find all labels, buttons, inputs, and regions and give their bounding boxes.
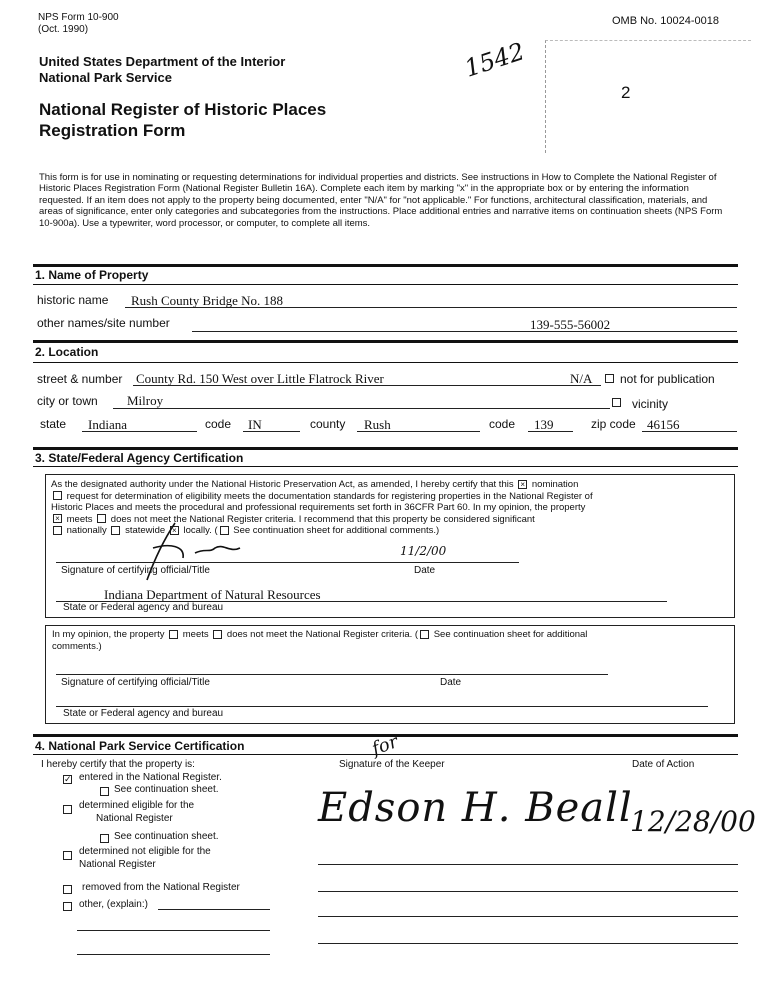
section-rule — [33, 340, 738, 343]
locally-checkbox[interactable]: × — [170, 526, 179, 535]
section-2-heading: 2. Location — [35, 345, 99, 359]
city-label: city or town — [37, 394, 98, 408]
agency-line — [56, 706, 708, 707]
historic-name-label: historic name — [37, 293, 109, 307]
opt-entered: entered in the National Register. — [79, 772, 222, 783]
street-label: street & number — [37, 372, 123, 386]
form-title: National Register of Historic Places — [39, 100, 327, 119]
keeper-line — [318, 916, 738, 917]
opt-see-cont-2: See continuation sheet. — [114, 831, 219, 842]
omb-number: OMB No. 10024-0018 — [612, 15, 720, 27]
opinion-continuation-checkbox[interactable] — [420, 630, 429, 639]
county-field[interactable]: Rush — [364, 417, 391, 432]
certify-intro: I hereby certify that the property is: — [41, 759, 195, 770]
does-not-meet-checkbox[interactable] — [97, 514, 106, 523]
agency-name: National Park Service — [39, 70, 172, 85]
section-rule — [33, 284, 738, 285]
signature-label-2: Signature of certifying official/Title — [61, 677, 210, 688]
keeper-line — [318, 943, 738, 944]
opt-eligible-2: National Register — [96, 813, 173, 824]
historic-name-field[interactable]: Rush County Bridge No. 188 — [131, 293, 284, 308]
cert-statewide: statewide — [125, 525, 166, 536]
department-name: United States Department of the Interior — [39, 54, 286, 69]
field-line — [192, 331, 737, 332]
agency-label-2: State or Federal agency and bureau — [63, 708, 224, 719]
opinion-cont: See continuation sheet for additional — [433, 629, 588, 640]
cert-line-1: As the designated authority under the National Historic Preservation Act, as amended, I hereby certify that this — [51, 479, 514, 490]
signature-label: Signature of certifying official/Title — [61, 565, 210, 576]
date-label: Date — [414, 565, 436, 576]
meets-checkbox[interactable]: × — [53, 514, 62, 523]
opinion-statement — [52, 629, 727, 652]
cert-line-2: request for determination of eligibility meets the documentation standards for registering properties in the National Register of — [66, 490, 593, 502]
cert-line-3: Historic Places and meets the procedural and professional requirements set forth in 36CFR Part 60. In my opinion, the property — [51, 502, 586, 513]
not-for-publication-label: not for publication — [620, 372, 715, 386]
for-note: for — [369, 731, 401, 760]
stamp-number: 2 — [621, 83, 631, 102]
other-names-label: other names/site number — [37, 316, 170, 330]
state-code-field[interactable]: IN — [248, 417, 262, 432]
cert-nationally: nationally — [66, 525, 107, 536]
street-field[interactable]: County Rd. 150 West over Little Flatrock River — [136, 371, 384, 386]
section-rule — [33, 447, 738, 450]
not-for-publication-checkbox[interactable] — [605, 374, 614, 383]
certification-date[interactable]: 11/2/00 — [400, 544, 447, 558]
opinion-not-meets-checkbox[interactable] — [213, 630, 222, 639]
zip-field[interactable]: 46156 — [647, 417, 680, 432]
opt-eligible-1: determined eligible for the — [79, 800, 195, 811]
nationally-checkbox[interactable] — [53, 526, 62, 535]
opinion-line-1: In my opinion, the property — [52, 629, 165, 640]
signature-line — [56, 674, 608, 675]
section-rule — [33, 264, 738, 267]
not-eligible-checkbox[interactable] — [63, 851, 72, 860]
action-label: Date of Action — [632, 759, 695, 770]
entered-checkbox[interactable]: ✓ — [64, 774, 72, 784]
section-rule — [33, 362, 738, 363]
field-line — [113, 408, 610, 409]
agency-label: State or Federal agency and bureau — [63, 602, 224, 613]
section-4-heading: 4. National Park Service Certification — [35, 739, 245, 753]
form-number: NPS Form 10-900 — [38, 12, 119, 23]
keeper-line — [318, 891, 738, 892]
action-date[interactable]: 12/28/00 — [630, 805, 756, 838]
state-code-label: code — [205, 417, 232, 431]
nomination-checkbox[interactable]: × — [518, 480, 527, 489]
opt-other: other, (explain:) — [79, 899, 148, 910]
certifying-official-signature — [135, 518, 245, 588]
continuation-checkbox-2[interactable] — [100, 834, 109, 843]
statewide-checkbox[interactable] — [111, 526, 120, 535]
zip-label: zip code — [591, 417, 636, 431]
section-rule — [33, 466, 738, 467]
vicinity-checkbox[interactable] — [612, 398, 621, 407]
section-3-heading: 3. State/Federal Agency Certification — [35, 451, 244, 465]
receipt-stamp — [545, 40, 751, 153]
explain-line — [77, 954, 270, 955]
cert-nomination: nomination — [531, 479, 579, 490]
form-date: (Oct. 1990) — [38, 24, 89, 35]
explain-line — [158, 909, 270, 910]
handwritten-reference: 1542 — [461, 37, 528, 83]
continuation-checkbox-1[interactable] — [100, 787, 109, 796]
opinion-meets: meets — [182, 629, 209, 640]
signature-line — [56, 562, 519, 563]
keeper-line — [318, 864, 738, 865]
opinion-not-meets: does not meet the National Register criteria. ( — [226, 629, 419, 640]
na-value: N/A — [570, 371, 593, 386]
eligible-checkbox[interactable] — [63, 805, 72, 814]
vicinity-label: vicinity — [632, 397, 669, 411]
county-label: county — [310, 417, 346, 431]
section-1-heading: 1. Name of Property — [35, 268, 149, 282]
county-code-label: code — [489, 417, 516, 431]
removed-checkbox[interactable] — [63, 885, 72, 894]
city-field[interactable]: Milroy — [127, 393, 164, 408]
opt-not-eligible-2: National Register — [79, 859, 156, 870]
other-names-field[interactable]: 139-555-56002 — [530, 317, 611, 332]
cert-locally: locally. ( — [183, 525, 218, 536]
opt-see-cont-1: See continuation sheet. — [114, 784, 219, 795]
cert-meets: meets — [66, 513, 93, 525]
request-checkbox[interactable] — [53, 491, 62, 500]
keeper-signature: Edson H. Beall — [318, 785, 633, 831]
keeper-label: Signature of the Keeper — [339, 759, 445, 770]
opinion-meets-checkbox[interactable] — [169, 630, 178, 639]
date-label-2: Date — [440, 677, 462, 688]
county-code-field[interactable]: 139 — [534, 417, 554, 432]
cert-not-meets: does not meet the National Register criteria. I recommend that this property be considered significant — [110, 513, 535, 525]
state-field[interactable]: Indiana — [88, 417, 127, 432]
state-agency-field[interactable]: Indiana Department of Natural Resources — [104, 587, 321, 602]
form-instructions: This form is for use in nominating or requesting determinations for individual properties and districts. See instructions in How to Complete the National Register of Historic Places Registration Form (National Register Bulletin 16A). Complete each item by marking "x" in the appropriate box or by entering the information requested. If an item does not apply to the property being documented, enter "N/A" for "not applicable." For functions, architectural classification, materials, and areas of significance, enter only categories and subcategories from the instructions. Place additional entries and narrative items on continuation sheets (NPS Form 10-900a). Use a typewriter, word processor, or computer, to complete all items. — [39, 172, 723, 229]
explain-line — [77, 930, 270, 931]
opt-removed: removed from the National Register — [82, 882, 240, 893]
opt-not-eligible-1: determined not eligible for the — [79, 846, 211, 857]
state-label: state — [40, 417, 67, 431]
opinion-line-2: comments.) — [52, 640, 102, 652]
form-subtitle: Registration Form — [39, 121, 186, 140]
other-checkbox[interactable] — [63, 902, 72, 911]
cert-continuation: See continuation sheet for additional comments.) — [233, 525, 440, 536]
